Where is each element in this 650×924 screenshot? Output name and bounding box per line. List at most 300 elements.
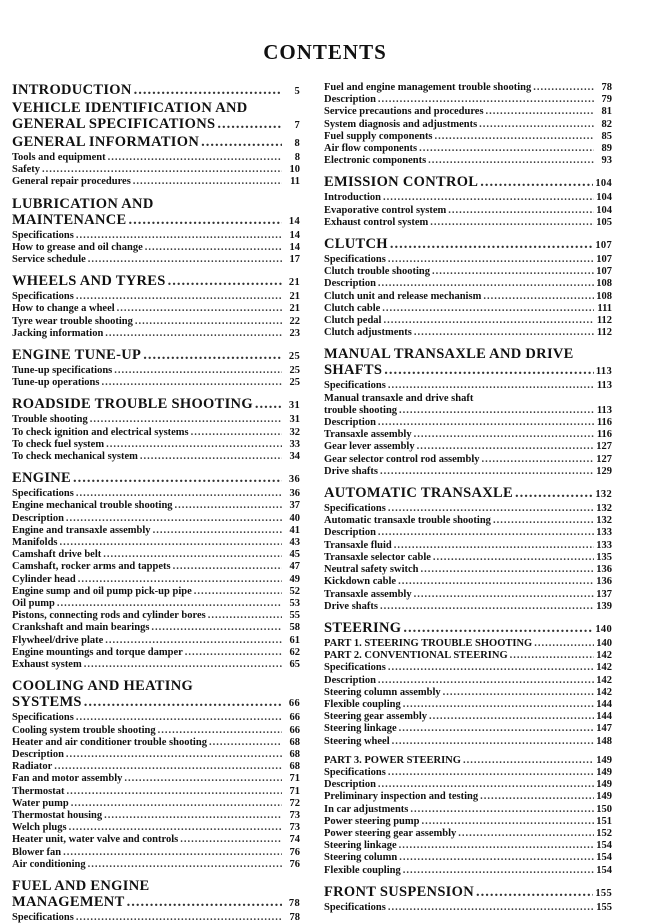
toc-item-specifications[interactable] [12,488,300,500]
toc-item-thermostat-housing[interactable] [12,810,300,822]
section-heading-introduction[interactable] [12,82,300,100]
page-number: 68 [289,761,300,773]
toc-item-system-diagnosis-and-adjustments[interactable] [324,119,612,131]
dot-leader [42,164,282,176]
entry-title: Neutral safety switch [324,564,419,576]
dot-leader [429,711,594,723]
entry-title: Description [324,779,376,791]
toc-item-introduction[interactable] [324,192,612,204]
toc-item-specifications[interactable] [324,503,612,515]
entry-title: In car adjustments [324,803,409,815]
section-heading-management[interactable] [12,894,300,912]
toc-item-heater-and-air-conditioner-trouble-shooting[interactable] [12,737,300,749]
entry-title: Thermostat housing [12,809,103,821]
toc-item-steering-linkage[interactable] [324,723,612,735]
entry-title: Manifolds [12,537,58,549]
dot-leader [76,291,282,303]
dot-leader [399,723,594,735]
section-heading-steering[interactable] [324,620,612,638]
entry-title: Clutch unit and release mechanism [324,290,482,302]
toc-item-neutral-safety-switch[interactable] [324,564,612,576]
entry-title: Specifications [12,291,74,303]
section-heading-cooling-and-heating: COOLING AND HEATING [12,678,194,695]
toc-item-flexible-coupling[interactable] [324,865,612,877]
toc-item-drive-shafts[interactable] [324,466,612,478]
toc-item-steering-gear-assembly[interactable] [324,711,612,723]
page-number: 152 [596,827,612,839]
page-number: 133 [596,539,612,551]
toc-item-description[interactable] [324,278,612,290]
dot-leader [392,736,594,748]
toc-item-service-precautions-and-procedures[interactable] [324,106,612,118]
entry-title: STEERING [324,619,402,636]
dot-leader [428,155,594,167]
toc-item-to-check-mechanical-system[interactable] [12,451,300,463]
section-heading-systems[interactable] [12,694,300,712]
entry-title: How to change a wheel [12,303,115,315]
toc-item-gear-selector-control-rod-assembly[interactable] [324,454,612,466]
toc-item-air-flow-components[interactable] [324,143,612,155]
page-number: 66 [289,724,300,736]
page-number: 78 [289,911,300,923]
toc-item-electronic-components[interactable] [324,155,612,167]
dot-leader [378,527,594,539]
entry-title: Cylinder head [12,573,76,585]
toc-item-description[interactable] [324,779,612,791]
dot-leader [420,564,594,576]
entry-title: Service schedule [12,254,86,266]
toc-item-general-repair-procedures[interactable] [12,176,300,188]
page-number: 45 [289,549,300,561]
entry-title: Specifications [12,488,74,500]
entry-title: ENGINE TUNE-UP [12,347,142,364]
toc-item-description[interactable] [324,527,612,539]
entry-title: Description [324,674,376,686]
dot-leader [108,152,282,164]
dot-leader [153,525,282,537]
dot-leader [482,454,594,466]
page-number: 61 [289,634,300,646]
toc-item-flywheel-drive-plate[interactable] [12,635,300,647]
toc-item-flexible-coupling[interactable] [324,699,612,711]
toc-item-fuel-supply-components[interactable] [324,131,612,143]
dot-leader [419,143,594,155]
page-number: 154 [596,840,612,852]
section-heading-front-suspension[interactable] [324,884,612,902]
toc-item-specifications[interactable] [324,767,612,779]
entry-title: Electronic components [324,155,427,167]
page-number: 133 [596,527,612,539]
dot-leader [486,106,594,118]
page-number: 82 [601,118,612,130]
entry-title: Air flow components [324,143,418,155]
dot-leader [443,687,594,699]
dot-leader [194,586,282,598]
dot-leader [54,761,282,773]
dot-leader [71,798,282,810]
page-number: 144 [596,711,612,723]
page-number: 55 [289,610,300,622]
entry-title: Gear selector control rod assembly [324,453,480,465]
section-gap [12,266,300,273]
dot-leader [134,82,282,98]
toc-item-steering-column-assembly[interactable] [324,687,612,699]
page-number: 140 [596,637,612,649]
entry-title: System diagnosis and adjustments [324,118,478,130]
toc-item-how-to-change-a-wheel[interactable] [12,303,300,315]
page-number: 21 [289,303,300,315]
toc-item-specifications[interactable] [324,254,612,266]
dot-leader [76,230,282,242]
page-number: 127 [596,453,612,465]
dot-leader [403,865,594,877]
toc-item-specifications[interactable] [12,291,300,303]
entry-title: trouble shooting [324,404,398,416]
toc-item-blower-fan[interactable] [12,847,300,859]
toc-item-power-steering-gear-assembly[interactable] [324,828,612,840]
toc-item-manifolds[interactable] [12,537,300,549]
entry-title: Description [12,512,64,524]
toc-item-description[interactable] [12,513,300,525]
page-number: 154 [596,864,612,876]
page-number: 21 [289,291,300,303]
entry-title: Engine mechanical trouble shooting [12,500,173,512]
dot-leader [480,791,594,803]
entry-title: Exhaust control system [324,216,429,228]
page-number: 150 [596,803,612,815]
entry-title: MAINTENANCE [12,211,127,228]
page-number: 68 [289,748,300,760]
toc-item-gear-lever-assembly[interactable] [324,441,612,453]
entry-title: Automatic transaxle trouble shooting [324,515,491,527]
page-number: 17 [289,254,300,266]
dot-leader [430,217,594,229]
toc-item-clutch-pedal[interactable] [324,315,612,327]
dot-leader [217,116,282,132]
section-heading-general-information[interactable] [12,134,300,152]
section-gap [12,189,300,196]
toc-item-crankshaft-and-main-bearings[interactable] [12,622,300,634]
toc-item-water-pump[interactable] [12,798,300,810]
toc-item-thermostat[interactable] [12,786,300,798]
page-number: 78 [601,82,612,93]
toc-item-service-schedule[interactable] [12,254,300,266]
toc-item-cylinder-head[interactable] [12,574,300,586]
page-number: 116 [596,417,612,429]
entry-title: Steering wheel [324,735,390,747]
entry-title: General repair procedures [12,176,131,188]
toc-item-clutch-unit-and-release-mechanism[interactable] [324,291,612,303]
toc-item-specifications[interactable] [12,912,300,924]
dot-leader [403,620,593,636]
toc-item-tune-up-specifications[interactable] [12,365,300,377]
dot-leader [378,94,594,106]
entry-title: Evaporative control system [324,204,447,216]
entry-title: Power steering gear assembly [324,827,457,839]
toc-item-kickdown-cable[interactable] [324,576,612,588]
section-heading-engine-tune-up[interactable] [12,347,300,365]
dot-leader [173,561,282,573]
toc-item-specifications[interactable] [12,230,300,242]
dot-leader [480,174,593,190]
toc-item-exhaust-system[interactable] [12,659,300,671]
toc-item-description[interactable] [324,675,612,687]
entry-title: Heater unit, water valve and controls [12,834,179,846]
page-number: 25 [289,365,300,377]
toc-item-oil-pump[interactable] [12,598,300,610]
section-heading-automatic-transaxle[interactable] [324,485,612,503]
toc-item-to-check-fuel-system[interactable] [12,439,300,451]
page-number: 107 [595,240,612,252]
dot-leader [399,840,594,852]
page-number: 113 [595,366,612,378]
entry-title: Power steering pump [324,815,420,827]
toc-item-tune-up-operations[interactable] [12,377,300,389]
toc-item-cooling-system-trouble-shooting[interactable] [12,725,300,737]
toc-item-clutch-adjustments[interactable] [324,327,612,339]
toc-item-fuel-and-engine-management-trouble-shooting[interactable] [324,82,612,94]
toc-item-radiator[interactable] [12,761,300,773]
dot-leader [382,303,594,315]
entry-title: Transaxle fluid [324,539,392,551]
toc-item-preliminary-inspection-and-testing[interactable] [324,791,612,803]
section-heading-roadside-trouble-shooting[interactable] [12,396,300,414]
toc-item-evaporative-control-system[interactable] [324,205,612,217]
section-heading-maintenance[interactable] [12,212,300,230]
page-number: 112 [596,327,612,339]
toc-item-transaxle-assembly[interactable] [324,429,612,441]
entry-title: Kickdown cable [324,576,397,588]
dot-leader [127,894,282,910]
page-number: 76 [289,858,300,870]
page-number: 14 [289,241,300,253]
entry-title: ENGINE [12,470,72,487]
page-number: 132 [596,503,612,515]
dot-leader [533,82,594,94]
toc-item-trouble-shooting[interactable] [12,414,300,426]
toc-item-air-conditioning[interactable] [12,859,300,871]
toc-item-specifications[interactable] [324,380,612,392]
entry-title: Thermostat [12,785,65,797]
entry-title: Gear lever assembly [324,441,415,453]
toc-item-steering-column[interactable] [324,852,612,864]
toc-item-in-car-adjustments[interactable] [324,804,612,816]
dot-leader [388,767,594,779]
entry-title: Steering linkage [324,723,397,735]
toc-item-power-steering-pump[interactable] [324,816,612,828]
toc-item-specifications[interactable] [12,712,300,724]
dot-leader [388,254,594,266]
entry-title: Jacking information [12,327,104,339]
page-number: 116 [596,429,612,441]
toc-item-trouble-shooting[interactable] [324,405,612,417]
entry-title: Flywheel/drive plate [12,634,104,646]
section-heading-emission-control[interactable] [324,174,612,192]
page-number: 7 [294,120,300,131]
dot-leader [114,365,282,377]
entry-title: ROADSIDE TROUBLE SHOOTING [12,396,253,413]
toc-item-drive-shafts[interactable] [324,601,612,613]
page-number: 62 [289,646,300,658]
section-gap [12,871,300,878]
page-number: 52 [289,585,300,597]
dot-leader [378,278,594,290]
dot-leader [57,598,282,610]
entry-title: Description [12,748,64,760]
dot-leader [63,847,282,859]
toc-item-description[interactable] [324,94,612,106]
dot-leader [414,429,594,441]
toc-item-to-check-ignition-and-electrical-systems[interactable] [12,427,300,439]
toc-item-engine-mountings-and-torque-damper[interactable] [12,647,300,659]
toc-item-steering-wheel[interactable] [324,736,612,748]
toc-item-engine-mechanical-trouble-shooting[interactable] [12,500,300,512]
page-number: 58 [289,622,300,634]
page-number: 107 [596,266,612,278]
page-number: 8 [294,152,300,163]
page-number: 104 [596,204,612,216]
entry-title: Safety [12,164,40,176]
toc-left-column [12,82,300,924]
section-heading-clutch[interactable] [324,236,612,254]
section-gap [324,229,612,236]
entry-title: Fuel supply components [324,130,433,142]
entry-title: MANAGEMENT [12,893,125,910]
toc-item-specifications[interactable] [324,662,612,674]
entry-title: Specifications [324,503,386,515]
toc-item-steering-linkage[interactable] [324,840,612,852]
page-number: 25 [288,351,300,363]
toc-item-fan-and-motor-assembly[interactable] [12,773,300,785]
dot-leader [384,362,594,378]
dot-leader [414,327,594,339]
page-number: 127 [596,441,612,453]
entry-title: Steering column [324,852,398,864]
toc-item-transaxle-assembly[interactable] [324,589,612,601]
page-number: 136 [596,564,612,576]
page-number: 104 [596,192,612,204]
toc-item-engine-and-transaxle-assembly[interactable] [12,525,300,537]
page-number: 22 [289,315,300,327]
entry-title: Transaxle selector cable [324,551,431,563]
section-heading-wheels-and-tyres[interactable] [12,273,300,291]
page-number: 21 [288,277,300,289]
dot-leader [105,328,282,340]
page-number: 31 [289,414,300,426]
toc-item-exhaust-control-system[interactable] [324,217,612,229]
toc-item-engine-sump-and-oil-pump-pick-up-pipe[interactable] [12,586,300,598]
toc-item-part-1-steering-trouble-shooting[interactable] [324,638,612,650]
page-number: 66 [288,698,300,710]
entry-title: Clutch trouble shooting [324,266,430,278]
toc-item-specifications[interactable] [324,902,612,914]
entry-title: Crankshaft and main bearings [12,622,150,634]
page-number: 31 [288,400,300,412]
section-heading-shafts[interactable] [324,362,612,380]
dot-leader [435,131,594,143]
page-number: 147 [596,723,612,735]
page-number: 149 [596,791,612,803]
page-number: 93 [601,155,612,167]
toc-item-tyre-wear-trouble-shooting[interactable] [12,316,300,328]
page-number: 73 [289,822,300,834]
dot-leader [388,662,594,674]
dot-leader [143,347,282,363]
entry-title: Welch plugs [12,822,67,834]
dot-leader [104,810,282,822]
page-number: 135 [596,551,612,563]
page-number: 142 [596,674,612,686]
toc-item-pistons-connecting-rods-and-cylinder-bores[interactable] [12,610,300,622]
page-number: 155 [596,901,612,913]
toc-item-heater-unit-water-valve-and-controls[interactable] [12,834,300,846]
section-heading-general-specifications[interactable] [12,116,300,134]
dot-leader [88,254,282,266]
entry-title: INTRODUCTION [12,82,132,98]
dot-leader [380,466,594,478]
toc-item-transaxle-fluid[interactable] [324,540,612,552]
toc-item-camshaft-drive-belt[interactable] [12,549,300,561]
entry-title: To check ignition and electrical systems [12,426,189,438]
page-number: 32 [289,426,300,438]
toc-item-manual-transaxle-and-drive-shaft: Manual transaxle and drive shaft [324,392,474,404]
section-gap [324,167,612,174]
section-gap [324,748,612,755]
page-number: 108 [596,290,612,302]
toc-item-clutch-trouble-shooting[interactable] [324,266,612,278]
toc-item-part-3-power-steering[interactable] [324,755,612,767]
dot-leader [145,242,282,254]
page-number: 112 [596,315,612,327]
toc-item-safety[interactable] [12,164,300,176]
section-gap [324,478,612,485]
toc-item-camshaft-rocker-arms-and-tappets[interactable] [12,561,300,573]
dot-leader [76,488,282,500]
toc-item-automatic-transaxle-trouble-shooting[interactable] [324,515,612,527]
entry-title: To check fuel system [12,438,105,450]
dot-leader [208,610,282,622]
page-number: 8 [294,138,300,149]
page-number: 40 [289,512,300,524]
dot-leader [78,574,282,586]
toc-item-transaxle-selector-cable[interactable] [324,552,612,564]
page-number: 107 [596,254,612,266]
dot-leader [380,601,594,613]
toc-item-description[interactable] [12,749,300,761]
toc-item-part-2-conventional-steering[interactable] [324,650,612,662]
dot-leader [448,205,594,217]
page-number: 113 [596,404,612,416]
dot-leader [69,822,282,834]
toc-item-how-to-grease-and-oil-change[interactable] [12,242,300,254]
dot-leader [403,699,594,711]
toc-item-welch-plugs[interactable] [12,822,300,834]
section-gap [324,877,612,884]
toc-item-description[interactable] [324,417,612,429]
section-heading-engine[interactable] [12,470,300,488]
dot-leader [483,291,594,303]
section-heading-manual-transaxle-and-drive: MANUAL TRANSAXLE AND DRIVE [324,346,574,363]
toc-item-clutch-cable[interactable] [324,303,612,315]
toc-item-tools-and-equipment[interactable] [12,152,300,164]
entry-title: Water pump [12,797,69,809]
page-number: 71 [289,773,300,785]
toc-item-jacking-information[interactable] [12,328,300,340]
dot-leader [67,786,283,798]
page-number: 151 [596,815,612,827]
entry-title: Transaxle assembly [324,429,412,441]
entry-title: Steering gear assembly [324,711,428,723]
